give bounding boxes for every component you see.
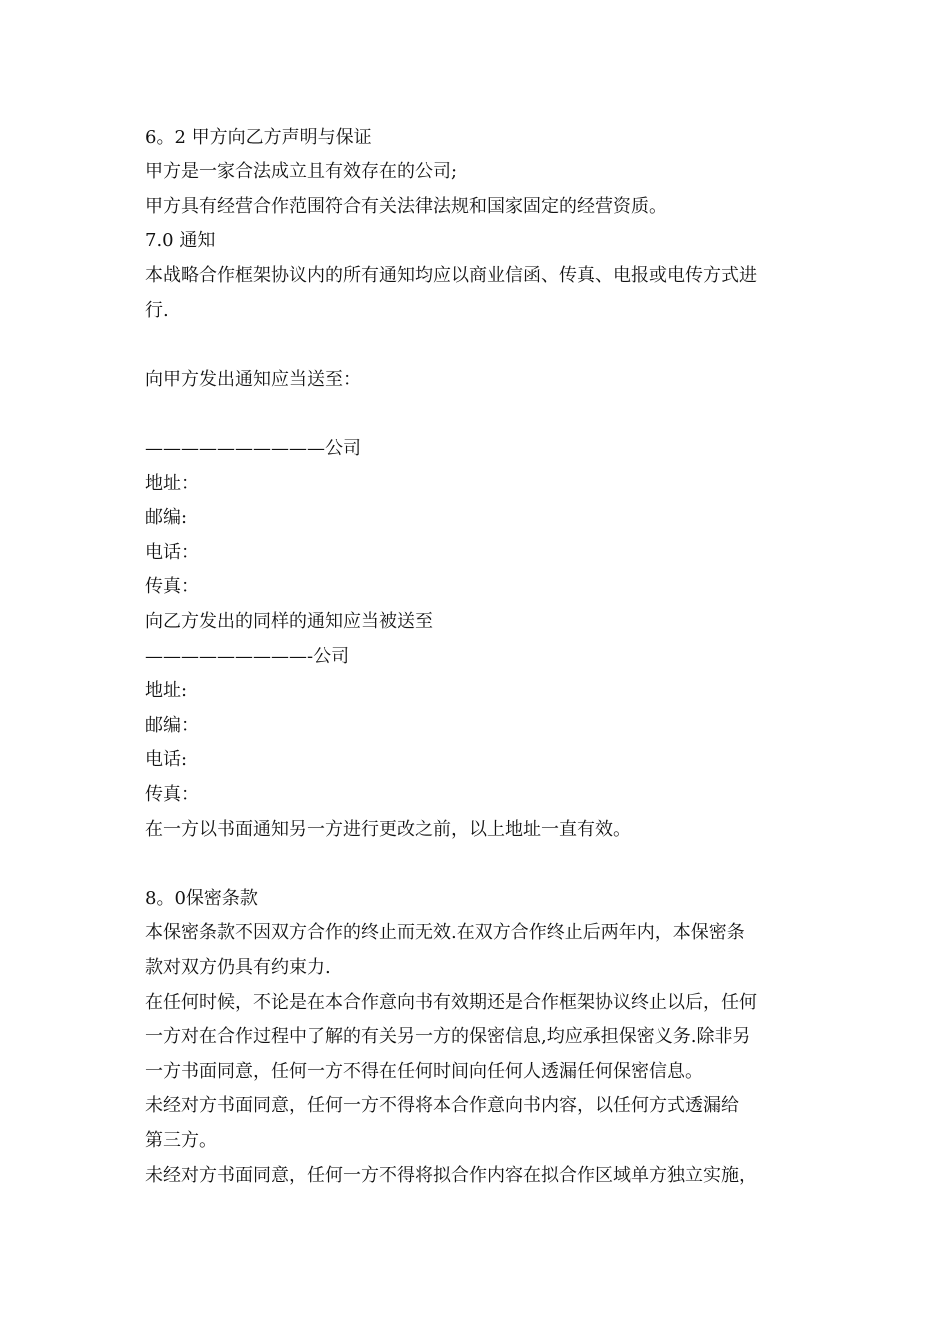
paragraph-line: 未经对方书面同意，任何一方不得将拟合作内容在拟合作区域单方独立实施，: [145, 1165, 757, 1186]
section-8-heading: 8。0保密条款: [145, 888, 258, 909]
paragraph-line: 在任何时候，不论是在本合作意向书有效期还是合作框架协议终止以后，任何: [145, 992, 757, 1013]
party-b-notice-intro: 向乙方发出的同样的通知应当被送至: [145, 611, 433, 632]
party-a-notice-intro: 向甲方发出通知应当送至：: [145, 369, 361, 390]
paragraph-line: 在一方以书面通知另一方进行更改之前，以上地址一直有效。: [145, 819, 631, 840]
paragraph-line: 本战略合作框架协议内的所有通知均应以商业信函、传真、电报或电传方式进: [145, 265, 757, 286]
party-b-phone-label: 电话:: [145, 749, 188, 770]
paragraph-line: 行.: [145, 300, 169, 321]
paragraph-line: 第三方。: [145, 1130, 217, 1151]
paragraph-line: 甲方具有经营合作范围符合有关法律法规和国家固定的经营资质。: [145, 196, 667, 217]
paragraph-line: 一方书面同意，任何一方不得在任何时间向任何人透漏任何保密信息。: [145, 1061, 703, 1082]
paragraph-line: 甲方是一家合法成立且有效存在的公司;: [145, 161, 458, 182]
party-b-address-label: 地址:: [145, 680, 188, 701]
party-a-fax-label: 传真：: [145, 576, 199, 597]
party-a-company-line: ——————————公司: [145, 438, 361, 459]
party-b-company-line: —————————-公司: [145, 646, 350, 667]
paragraph-line: 款对双方仍具有约束力.: [145, 957, 331, 978]
paragraph-line: 本保密条款不因双方合作的终止而无效.在双方合作终止后两年内，本保密条: [145, 922, 745, 943]
party-a-phone-label: 电话：: [145, 542, 199, 563]
party-a-postcode-label: 邮编:: [145, 507, 188, 528]
paragraph-line: 一方对在合作过程中了解的有关另一方的保密信息,均应承担保密义务.除非另: [145, 1026, 751, 1047]
paragraph-line: 未经对方书面同意，任何一方不得将本合作意向书内容，以任何方式透漏给: [145, 1095, 739, 1116]
section-6-2-heading: 6。2 甲方向乙方声明与保证: [145, 127, 372, 148]
party-a-address-label: 地址：: [145, 473, 199, 494]
section-7-heading: 7.0 通知: [145, 230, 216, 251]
party-b-fax-label: 传真：: [145, 784, 199, 805]
party-b-postcode-label: 邮编：: [145, 715, 199, 736]
